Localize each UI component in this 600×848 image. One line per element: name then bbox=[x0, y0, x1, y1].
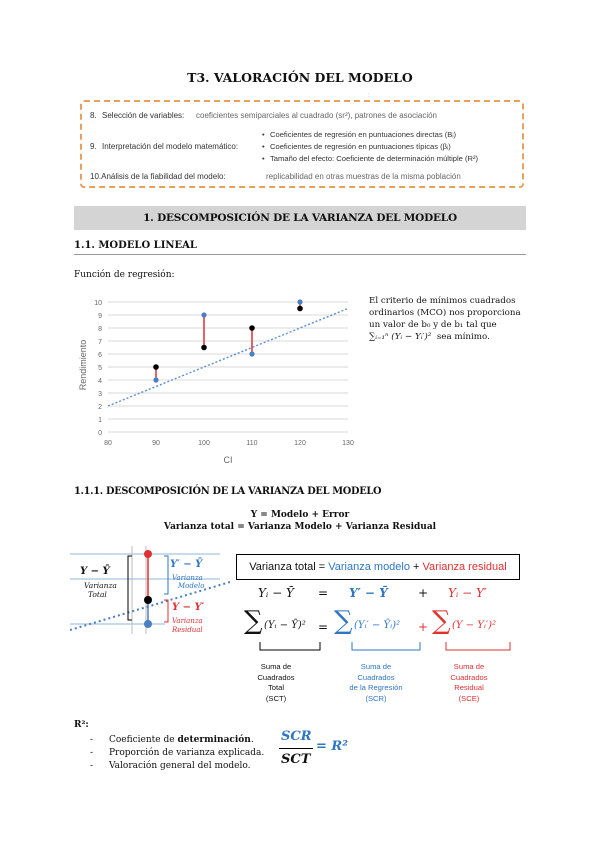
sum-lhs: (Yᵢ − Ȳ)² bbox=[264, 620, 306, 631]
sce-line-1: Suma de bbox=[453, 662, 485, 671]
scr-line-2: Cuadrados bbox=[357, 672, 395, 682]
subsubsection-title: 1.1.1. DESCOMPOSICIÓN DE LA VARIANZA DEL MODELO bbox=[74, 486, 382, 497]
r2-item-1-post: . bbox=[250, 735, 254, 745]
sum-sign-total: ∑ bbox=[244, 606, 263, 636]
total-label-1: Varianza bbox=[84, 581, 117, 590]
sum-resid: (Y − Yᵢ′)² bbox=[452, 620, 497, 631]
observed-point bbox=[297, 299, 302, 304]
r2-numerator: SCR bbox=[281, 729, 312, 744]
y-tick-label: 2 bbox=[98, 404, 102, 411]
outline-subitem-bullet: • bbox=[262, 154, 265, 163]
r2-item-1 bbox=[109, 735, 254, 745]
bracket-sct bbox=[260, 642, 320, 650]
mco-formula: ∑ᵢ₌₁ⁿ (Yᵢ − Yᵢ′)² bbox=[369, 332, 432, 342]
observed-point bbox=[201, 312, 206, 317]
x-tick-label: 120 bbox=[294, 440, 306, 447]
mco-line-4: sea mínimo. bbox=[436, 332, 490, 342]
banner-residual: Varianza residual bbox=[422, 561, 507, 573]
r2-item-1-bold: determinación bbox=[177, 735, 251, 745]
list-dash: - bbox=[90, 735, 94, 745]
chart-grid bbox=[108, 302, 348, 432]
model-label-1: Varianza bbox=[172, 574, 203, 582]
residual-label-1: Varianza bbox=[172, 617, 203, 625]
variance-banner bbox=[236, 561, 520, 573]
outline-subitem-2: Coeficientes de regresión en puntuaciones típicas (βᵢ) bbox=[270, 142, 451, 151]
outline-item-9-num: 9. bbox=[90, 142, 97, 151]
x-tick-label: 100 bbox=[198, 440, 210, 447]
r2-item-1-pre: Coeficiente de bbox=[109, 735, 178, 745]
sce-line-4: (SCE) bbox=[458, 693, 480, 703]
observed-point bbox=[153, 377, 158, 382]
sct-line-2: Cuadrados bbox=[257, 672, 295, 682]
regression-chart bbox=[74, 290, 364, 465]
y-tick-label: 0 bbox=[98, 430, 102, 437]
y-tick-label: 10 bbox=[94, 300, 102, 307]
predicted-point bbox=[144, 596, 152, 604]
x-tick-label: 80 bbox=[104, 440, 112, 447]
model-label-2: Modelo bbox=[178, 582, 205, 590]
residual-expr: Y − Y′ bbox=[172, 602, 205, 613]
sum-sign-resid: ∑ bbox=[432, 606, 451, 636]
list-dash: - bbox=[90, 761, 94, 771]
sct-line-1: Suma de bbox=[260, 662, 292, 671]
sct-label bbox=[231, 662, 321, 704]
outline-item-10-label: 10.Análisis de la fiabilidad del modelo: bbox=[90, 172, 226, 181]
banner-total: Varianza total = bbox=[249, 561, 329, 573]
x-tick-label: 90 bbox=[152, 440, 160, 447]
list-dash: - bbox=[90, 748, 94, 758]
bracket-sce bbox=[446, 642, 510, 650]
total-label-2: Total bbox=[88, 590, 107, 599]
sum-sign-model: ∑ bbox=[334, 606, 353, 636]
sce-line-2: Cuadrados bbox=[450, 672, 488, 682]
model-expr: Y′ − Ȳ bbox=[170, 559, 203, 570]
banner-plus: + bbox=[409, 561, 423, 573]
scr-line-3: de la Regresión bbox=[349, 683, 403, 692]
predicted-point bbox=[249, 325, 255, 331]
observed-point bbox=[249, 351, 254, 356]
subsection-title: 1.1. MODELO LINEAL bbox=[74, 240, 197, 251]
r2-item-2: Proporción de varianza explicada. bbox=[109, 748, 265, 758]
model-bracket bbox=[164, 556, 168, 594]
residual-label-2: Residual bbox=[172, 626, 203, 634]
outline-item-8-num: 8. bbox=[90, 111, 97, 120]
y-tick-label: 8 bbox=[98, 326, 102, 333]
outline-subitem-bullet: • bbox=[262, 130, 265, 139]
x-tick-label: 130 bbox=[342, 440, 354, 447]
decomp-eq: = bbox=[318, 586, 329, 600]
predicted-point bbox=[153, 364, 159, 370]
sum-eq: = bbox=[318, 620, 329, 634]
decomp-model: Y′ − Ȳ bbox=[349, 586, 388, 600]
outline-item-10-text: replicabilidad en otras muestras de la misma población bbox=[266, 172, 461, 181]
r2-fraction-bar bbox=[279, 748, 313, 749]
chart-ticks bbox=[94, 300, 354, 447]
predicted-point bbox=[297, 306, 303, 312]
chart-x-axis-label: CI bbox=[223, 455, 233, 465]
outline-subitem-1: Coeficientes de regresión en puntuaciones directas (Bᵢ) bbox=[270, 130, 457, 139]
function-label: Función de regresión: bbox=[74, 270, 175, 280]
mco-line-1: El criterio de mínimos cuadrados bbox=[369, 296, 516, 306]
sce-line-3: Residual bbox=[454, 683, 484, 692]
scr-line-1: Suma de bbox=[360, 662, 392, 671]
sct-line-4: (SCT) bbox=[265, 693, 287, 703]
chart-regression-line bbox=[108, 309, 348, 407]
section-title: 1. DESCOMPOSICIÓN DE LA VARIANZA DEL MODELO bbox=[143, 212, 457, 224]
outline-subitem-bullet: • bbox=[262, 142, 265, 151]
y-tick-label: 4 bbox=[98, 378, 102, 385]
mco-description bbox=[369, 295, 527, 343]
scr-line-4: (SCR) bbox=[365, 693, 387, 703]
observed-point-red bbox=[144, 550, 152, 558]
y-tick-label: 1 bbox=[98, 417, 102, 424]
x-tick-label: 110 bbox=[246, 440, 258, 447]
page-mark: : bbox=[368, 93, 370, 99]
sct-line-3: Total bbox=[267, 683, 285, 692]
page-title: T3. VALORACIÓN DEL MODELO bbox=[187, 70, 413, 85]
scr-label bbox=[331, 662, 421, 704]
outline-item-8-text: coeficientes semiparciales al cuadrado (sr²), patrones de asociación bbox=[196, 111, 438, 120]
predicted-point bbox=[201, 345, 207, 351]
sum-brackets bbox=[240, 640, 530, 654]
decomp-plus: + bbox=[418, 586, 429, 600]
y-tick-label: 5 bbox=[98, 365, 102, 372]
regression-line bbox=[108, 309, 348, 407]
decomp-resid: Yᵢ − Y′ bbox=[448, 586, 487, 600]
total-bracket bbox=[128, 556, 132, 620]
mco-line-2: ordinarios (MCO) nos proporciona bbox=[369, 308, 521, 318]
sum-plus: + bbox=[418, 620, 429, 634]
r2-rhs: = R² bbox=[316, 739, 348, 754]
outline-item-9-label: Interpretación del modelo matemático: bbox=[102, 142, 239, 151]
banner-model: Varianza modelo bbox=[328, 561, 410, 573]
y-tick-label: 7 bbox=[98, 339, 102, 346]
r2-label: R²: bbox=[74, 720, 89, 730]
chart-y-axis-label: Rendimiento bbox=[78, 339, 88, 391]
residual-bracket bbox=[164, 600, 168, 622]
sum-model: (Yᵢ′ − Ȳᵢ)² bbox=[354, 620, 401, 631]
y-tick-label: 3 bbox=[98, 391, 102, 398]
r2-denominator: SCT bbox=[281, 752, 311, 767]
y-tick-label: 9 bbox=[98, 313, 102, 320]
sce-label bbox=[424, 662, 514, 704]
subsection-rule bbox=[74, 254, 526, 255]
bracket-scr bbox=[352, 642, 420, 650]
equation-model: Y = Modelo + Error bbox=[250, 510, 350, 520]
r2-item-3: Valoración general del modelo. bbox=[109, 761, 251, 771]
total-expr: Y − Ȳ bbox=[80, 566, 110, 577]
mean-point-blue bbox=[144, 620, 152, 628]
equation-variance: Varianza total = Varianza Modelo + Varianza Residual bbox=[163, 522, 437, 532]
outline-subitem-3: Tamaño del efecto: Coeficiente de determinación múltiple (R²) bbox=[270, 154, 479, 163]
y-tick-label: 6 bbox=[98, 352, 102, 359]
decomp-lhs: Yᵢ − Ȳ bbox=[258, 586, 294, 600]
outline-item-8-label: Selección de variables: bbox=[102, 111, 185, 120]
mco-line-3: un valor de b₀ y de b₁ tal que bbox=[369, 320, 497, 330]
